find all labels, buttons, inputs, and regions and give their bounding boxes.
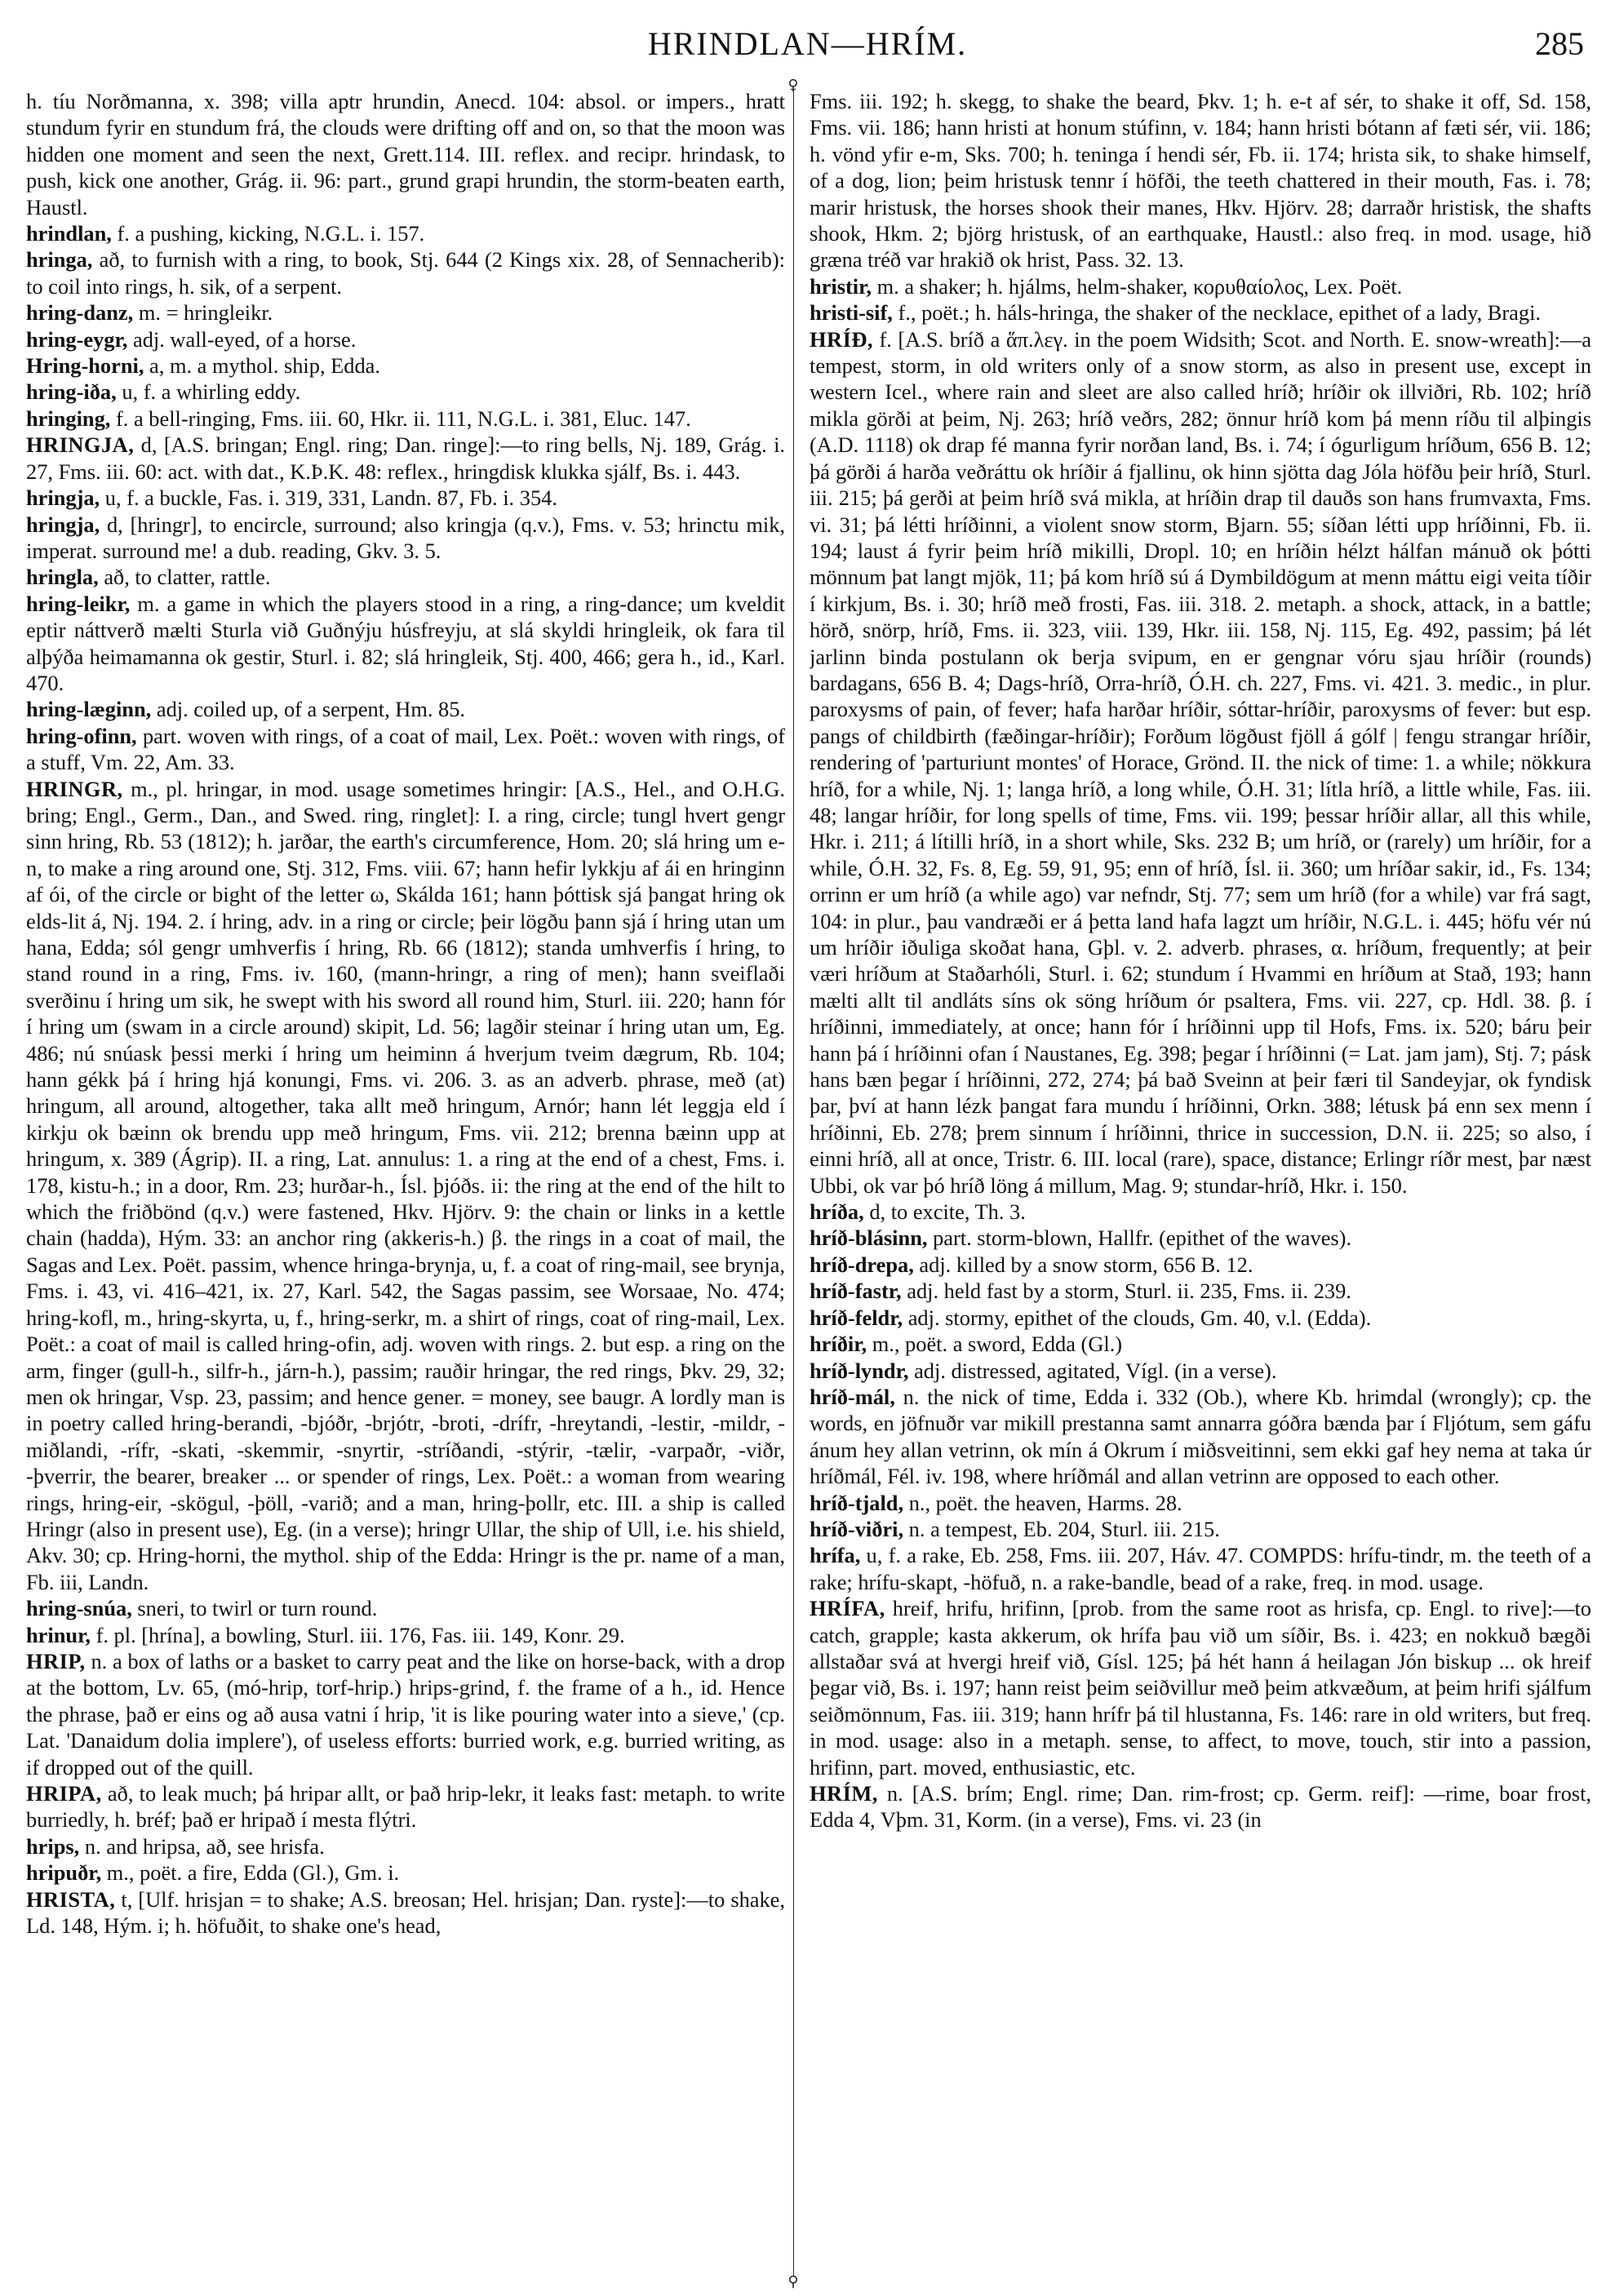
dictionary-entry (810, 1490, 1591, 1516)
dictionary-entry (26, 591, 785, 697)
headword: HRIP, (26, 1648, 86, 1673)
headword: hríðir, (810, 1332, 867, 1357)
headword: hring-danz, (26, 300, 134, 326)
entry-definition: t, [Ulf. hrisjan = to shake; A.S. breosan; Hel. hrisjan; Dan. ryste]:—to shake, Ld. 148, Hým. i; h. höfuðit, to shake one's head, (26, 1886, 785, 1939)
headword: hríð-lyndr, (810, 1358, 909, 1383)
entry-definition: n. a box of laths or a basket to carry peat and the like on horse-back, with a drop at the bottom, Lv. 65, (mó-hrip, torf-hrip.) hrips-grind, f. the frame of a h., id. Hence the phrase, það er eins og að ausa vatni í hrip, 'it is like pouring water into a sieve,' (cp. Lat. 'Danaidum dolia implere'), of useless efforts: burried work, e.g. burried writing, as if dropped out of the quill. (26, 1648, 785, 1780)
dictionary-entry (26, 432, 785, 485)
headword: hríð-blásinn, (810, 1226, 928, 1251)
headword: HRÍFA, (810, 1596, 885, 1621)
headword: hríða, (810, 1199, 864, 1225)
entry-definition: að, to furnish with a ring, to book, Stj. 644 (2 Kings xix. 28, of Sennacherib): to coil into rings, h. sik, of a serpent. (26, 247, 785, 299)
dictionary-entry (26, 485, 785, 511)
headword: HRIPA, (26, 1781, 102, 1806)
headword: hring-læginn, (26, 697, 152, 722)
headword: hripuðr, (26, 1860, 102, 1886)
dictionary-entry (810, 1252, 1591, 1278)
dictionary-entry (26, 776, 785, 1596)
headword: Hring-horni, (26, 353, 144, 379)
dictionary-entry (26, 696, 785, 722)
entry-definition: n. and hripsa, að, see hrisfa. (79, 1833, 325, 1859)
entry-definition: u, f. a whirling eddy. (116, 379, 301, 405)
headword: hrindlan, (26, 221, 112, 246)
entry-definition: m. a shaker; h. hjálms, helm-shaker, κορυθαίολος, Lex. Poët. (872, 273, 1403, 299)
headword: hring-leikr, (26, 591, 131, 616)
column-rule-bottom-ornament: ⚲ (788, 2273, 799, 2290)
dictionary-entry (26, 1833, 785, 1859)
entry-definition: adj. distressed, agitated, Vígl. (in a verse). (908, 1358, 1277, 1383)
headword: hristir, (810, 273, 872, 299)
column-rule (793, 90, 794, 2276)
headword: HRÍÐ, (810, 326, 874, 352)
headword: HRÍM, (810, 1781, 878, 1806)
entry-definition: u, f. a rake, Eb. 258, Fms. iii. 207, Háv. 47. COMPDS: hrífu-tindr, m. the teeth of a rake; hrífu-skapt, -höfuð, n. a rake-bandle, bead of a rake, freq. in mod. usage. (810, 1543, 1591, 1594)
headword: hrips, (26, 1833, 80, 1859)
headword: hrinur, (26, 1622, 91, 1647)
entry-definition: f. a bell-ringing, Fms. iii. 60, Hkr. ii. 111, N.G.L. i. 381, Eluc. 147. (110, 406, 691, 431)
dictionary-entry (26, 352, 785, 379)
entry-definition: Fms. iii. 192; h. skegg, to shake the beard, Þkv. 1; h. e-t af sér, to shake it off, Sd. 158, Fms. vii. 186; hann hristi at honum stúfinn, v. 184; hann hristi bótann af fæti sér, vii. 186; h. vönd yfir e-m, Sks. 700; h. teninga í hendi sér, Fb. ii. 174; hrista sik, to shake himself, of a dog, lion; þeim hristusk tennr í höfði, the teeth chattered in their mouth, Fas. i. 78; marir hristusk, the horses shook their manes, Hkv. Hjörv. 28; darraðr hristisk, the shafts shook, Hkm. 2; björg hristusk, of an earthquake, Haustl.: also freq. in mod. usage, hið græna tréð var hrakið ok hrist, Pass. 32. 13. (810, 89, 1591, 273)
dictionary-entry (810, 1199, 1591, 1225)
headword: hríð-mál, (810, 1384, 895, 1409)
dictionary-entry (26, 299, 785, 326)
headword: hring-eygr, (26, 326, 128, 352)
dictionary-entry (26, 220, 785, 246)
headword: hríð-tjald, (810, 1490, 904, 1515)
entry-definition: adj. wall-eyed, of a horse. (127, 326, 357, 352)
dictionary-entry (810, 299, 1591, 326)
headword: hrífa, (810, 1543, 861, 1568)
entry-definition: d, [hringr], to encircle, surround; also kringja (q.v.), Fms. v. 53; hrinctu mik, imperat. surround me! a dub. reading, Gkv. 3. 5. (26, 512, 785, 563)
headword: hringla, (26, 565, 99, 590)
dictionary-entry (26, 1886, 785, 1939)
entry-definition: sneri, to twirl or turn round. (131, 1596, 378, 1621)
page-number: 285 (1535, 25, 1584, 62)
dictionary-entry (26, 326, 785, 352)
headword: hríð-fastr, (810, 1279, 902, 1304)
entry-definition: m., pl. hringar, in mod. usage sometimes hringir: [A.S., Hel., and O.H.G. bring; Engl., Germ., Dan., and Swed. ring, ringlet]: I. a ring, circle; tungl hvert gengr sinn hring, Rb. 53 (1812); h. jarðar, the earth's circumference, Hom. 20; slá hring um e-n, to make a ring around one, Stj. 312, Fms. viii. 67; hann hefir lykkju af ái en hringinn af ói, of the circle or bight of the letter ω, Skálda 161; hann þóttisk sjá þangat hring ok elds-lit á, Nj. 194. 2. í hring, adv. in a ring or circle; þeir lögðu þann sjá í hring utan um hana, Edda; sól gengr umhverfis í hring, Rb. 66 (1812); standa umhverfis í hring, to stand round in a ring, Fms. iv. 160, (mann-hringr, a ring of men); hann sveiflaði sverðinu í hring um sik, he swept with his sword all round him, Sturl. iii. 220; hann fór í hring um (swam in a circle around) skipit, Ld. 56; lagðir steinar í hring utan um, Eg. 486; nú snúask þessi merki í hring um heiminn á hverjum tveim dægrum, Rb. 104; hann gékk þá í hring hjá konungi, Fms. vi. 206. 3. as an adverb. phrase, með (at) hringum, all around, altogether, taka allt með hringum, Arnór; hann lét leggja eld í kirkju ok bæinn ok brendu upp með hringum, Fms. vii. 212; brenna bæinn upp at hringum, x. 389 (Ágrip). II. a ring, Lat. annulus: 1. a ring at the end of a chest, Fms. i. 178, kistu-h.; in a door, Rm. 23; hurðar-h., Ísl. þjóðs. ii: the ring at the end of the hilt to which the friðbönd (q.v.) were fastened, Hkv. Hjörv. 9: the chain or links in a kettle chain (hadda), Hým. 33: an anchor ring (akkeris-h.) β. the rings in a coat of mail, the Sagas and Lex. Poët. passim, whence hringa-brynja, u, f. a coat of ring-mail, see brynja, Fms. i. 43, vi. 416–421, ix. 27, Karl. 542, the Sagas passim, see Worsaae, No. 474; hring-kofl, m., hring-skyrta, u, f., hring-serkr, m. a shirt of rings, coat of ring-mail, Lex. Poët.: a coat of mail is called hring-ofin, adj. woven with rings. 2. but esp. a ring on the arm, finger (gull-h., silfr-h., járn-h.), passim; rauðir hringar, the red rings, Þkv. 29, 32; men ok hringar, Vsp. 23, passim; and hence gener. = money, see baugr. A lordly man is in poetry called hring-berandi, -bjóðr, -brjótr, -broti, -drífr, -hreytandi, -lestir, -mildr, -miðlandi, -rífr, -skati, -skemmir, -snyrtir, -stríðandi, -stýrir, -tælir, -varpaðr, -viðr, -þverrir, the bearer, breaker ... or spender of rings, Lex. Poët.: a woman from wearing rings, hring-eir, -skögul, -þöll, -varið; and a man, hring-þollr, etc. III. a ship is called Hringr (also in present use), Eg. (in a verse); hringr Ullar, the ship of Ull, i.e. his shield, Akv. 30; cp. Hring-horni, the mythol. ship of the Edda: Hringr is the pr. name of a man, Fb. iii, Landn. (26, 776, 785, 1594)
running-head: HRINDLAN—HRÍM. (647, 25, 968, 62)
entry-definition: að, to leak much; þá hripar allt, or það hrip-lekr, it leaks fast: metaph. to write burriedly, h. bréf; það er hripað í mesta flýtri. (26, 1781, 785, 1833)
headword: hríð-drepa, (810, 1252, 914, 1277)
entry-definition: m. a game in which the players stood in a ring, a ring-dance; um kveldit eptir náttverð mælti Sturla við Guðnýju húsfreyju, at slá skyldi hringleik, ok fara til alþýða heimamanna ok gestir, Sturl. i. 82; slá hringleik, Stj. 400, 466; gera h., id., Karl. 470. (26, 591, 785, 695)
entry-definition: a, m. a mythol. ship, Edda. (144, 353, 380, 379)
dictionary-entry (26, 1859, 785, 1886)
dictionary-entry (810, 1542, 1591, 1595)
headword: hríð-viðri, (810, 1516, 904, 1541)
headword: hríð-feldr, (810, 1305, 903, 1330)
dictionary-entry (810, 1595, 1591, 1780)
entry-definition: u, f. a buckle, Fas. i. 319, 331, Landn. 87, Fb. i. 354. (100, 485, 557, 511)
dictionary-entry (810, 1384, 1591, 1490)
dictionary-entry (810, 273, 1591, 299)
entry-definition: m., poët. a fire, Edda (Gl.), Gm. i. (101, 1860, 400, 1886)
dictionary-entry (26, 564, 785, 590)
dictionary-entry (26, 406, 785, 432)
entry-definition: h. tíu Norðmanna, x. 398; villa aptr hrundin, Anecd. 104: absol. or impers., hratt stundum fyrir en stundum frá, the clouds were drifting off and on, so that the moon was hidden one moment and seen the next, Grett.114. III. reflex. and recipr. hrindask, to push, kick one another, Grág. ii. 96: part., grund grapi hrundin, the storm-beaten earth, Haustl. (26, 89, 785, 219)
right-column (810, 88, 1591, 2283)
dictionary-entry (26, 246, 785, 299)
headword: hristi-sif, (810, 300, 893, 326)
entry-definition: n., poët. the heaven, Harms. 28. (903, 1490, 1182, 1515)
continued-entry (26, 88, 785, 220)
entry-definition: adj. killed by a snow storm, 656 B. 12. (913, 1252, 1253, 1277)
dictionary-entry (26, 1622, 785, 1648)
column-rule-top-ornament: ♀ (788, 77, 799, 94)
entry-definition: d, [A.S. bringan; Engl. ring; Dan. ringe]:—to ring bells, Nj. 189, Grág. i. 27, Fms. iii. 60: act. with dat., K.Þ.K. 48: reflex., hringdisk klukka sjálf, Bs. i. 443. (26, 432, 785, 484)
headword: hring-ofinn, (26, 723, 137, 748)
dictionary-entry (26, 1595, 785, 1621)
dictionary-entry (26, 1780, 785, 1833)
dictionary-entry (26, 379, 785, 405)
headword: HRINGJA, (26, 432, 135, 458)
entry-definition: n. a tempest, Eb. 204, Sturl. iii. 215. (903, 1516, 1220, 1541)
entry-definition: adj. held fast by a storm, Sturl. ii. 235, Fms. ii. 239. (901, 1279, 1351, 1304)
entry-definition: hreif, hrifu, hrifinn, [prob. from the same root as hrisfa, cp. Engl. to rive]:—to catch, grapple; kasta akkerum, ok hrífa þau við um síðir, Bs. i. 423; en nokkuð bægði allstaðar svá at hvergi hreif við, Gísl. 125; þá hét hann á heilagan Jón biskup ... ok hreif þegar við, Bs. i. 197; hann reist þeim seiðvillur með þeim atkvæðum, at þeim hrifi sjálfum seiðmönnum, Fas. iii. 319; hann hrífr þá til hlustanna, Fs. 146: rare in old writers, but freq. in mod. usage: also in a metaph. sense, to affect, to move, touch, stir into a passion, hrifinn, part. moved, enthusiastic, etc. (810, 1596, 1591, 1780)
dictionary-entry (810, 1780, 1591, 1833)
entry-definition: adj. stormy, epithet of the clouds, Gm. 40, v.l. (Edda). (903, 1305, 1372, 1330)
continued-entry (810, 88, 1591, 273)
headword: hring-snúa, (26, 1596, 132, 1621)
dictionary-entry (810, 1225, 1591, 1251)
headword: hringja, (26, 512, 100, 537)
dictionary-entry (810, 1516, 1591, 1542)
headword: hring-iða, (26, 379, 117, 405)
entry-definition: m., poët. a sword, Edda (Gl.) (867, 1332, 1123, 1357)
dictionary-entry (810, 1278, 1591, 1304)
entry-definition: part. woven with rings, of a coat of mail, Lex. Poët.: woven with rings, of a stuff, Vm. 22, Am. 33. (26, 723, 785, 775)
headword: hringja, (26, 485, 100, 511)
entry-definition: part. storm-blown, Hallfr. (epithet of the waves). (927, 1226, 1352, 1251)
entry-definition: f. a pushing, kicking, N.G.L. i. 157. (111, 221, 425, 246)
headword: hringing, (26, 406, 111, 431)
dictionary-entry (810, 1331, 1591, 1357)
left-column (26, 88, 785, 2283)
entry-definition: f., poët.; h. háls-hringa, the shaker of the necklace, epithet of a lady, Bragi. (892, 300, 1542, 326)
entry-definition: d, to excite, Th. 3. (863, 1199, 1026, 1225)
dictionary-entry (26, 512, 785, 565)
entry-definition: f. [A.S. bríð a ἅπ.λεγ. in the poem Widsith; Scot. and North. E. snow-wreath]:—a tempest, storm, in old writers only of a snow storm, as also in present use, except in western Icel., where rain and sleet are also called hríð; hríðir ok illviðri, Rb. 102; hríð mikla görði at þeim, Nj. 263; hríð veðrs, 282; önnur hríð kom þá menn ríðu til alþingis (A.D. 1118) ok drap fé manna fyrir norðan land, Bs. i. 74; í ógurligum hríðum, 656 B. 12; þá görði á harða veðráttu ok hríðir á fjallinu, ok hinn sjötta dag Jóla höfðu þeir hríð, Sturl. iii. 215; þá gerði at þeim hríð svá mikla, at hríðin drap til dauðs son hans frumvaxta, Fms. vi. 31; þá létti hríðinni, a violent snow storm, Bjarn. 55; síðan létti upp hríðinni, Fb. ii. 194; laust á fyrir þeim hríð mikilli, Dropl. 10; en hríðin hélzt hálfan mánuð ok þótti mönnum þat langt mjök, 11; þá kom hríð sú á Dymbildögum at menn máttu eigi veita tíðir í kirkjum, Bs. i. 30; hríð með frosti, Fas. iii. 318. 2. metaph. a shock, attack, in a battle; hörð, snörp, hríð, Fms. ii. 323, viii. 139, Hkr. iii. 158, Nj. 115, Eg. 492, passim; þá lét jarlinn binda postulann ok berja svipum, en er gengnar vóru sjau hríðir (rounds) bardagans, 656 B. 4; Dags-hríð, Orra-hríð, Ó.H. ch. 227, Fms. vi. 421. 3. medic., in plur. paroxysms of pain, of fever; hafa harðar hríðir, sóttar-hríðir, paroxysms of fever: but esp. pangs of childbirth (fæðingar-hríðir); Forðum lögðust fjöll á gólf | fengu strangar hríðir, rendering of 'parturiunt montes' of Horace, Grönd. II. the nick of time: 1. a while; nökkura hríð, for a while, Nj. 1; langa hríð, a long while, Ó.H. 31; lítla hríð, a little while, Fas. iii. 48; langar hríðir, for long spells of time, Fms. vii. 199; þessar hríðir allar, all this while, Hkr. i. 211; á lítilli hríð, in a short while, Sks. 232 B; um hríð, or (rarely) um hríðir, for a while, Ó.H. 32, Fs. 8, Eg. 59, 91, 95; enn of hríð, Ísl. ii. 360; um hríðar sakir, id., Fs. 134; orrinn er um hríð (a while ago) var nefndr, Stj. 77; sem um hríð (for a while) var frá sagt, 104: in plur., þau vandræði er á þetta land hafa lagzt um hríðir, N.G.L. i. 445; höfu vér nú um hríðir iðuliga skoðat hana, Gþl. v. 2. adverb. phrases, α. hríðum, frequently; at þeir væri hríðum at Staðarhóli, Sturl. i. 62; stundum í Hvammi en hríðum at Stað, 193; hann mælti allt til andláts síns ok söng hríðum ór psaltera, Fms. vii. 227, cp. Hdl. 38. β. í hríðinni, immediately, at once; hann fór í hríðinni upp til Hofs, Fms. ix. 520; báru þeir hann þá í hríðinni ofan í Naustanes, Eg. 398; þegar í hríðinni (= Lat. jam jam), Stj. 7; pásk hans bæn þegar í hríðinni, 272, 274; þá bað Sveinn at þeir færi til Sandeyjar, ok fyndisk þar, því at hann lézk þangat fara mundu í hríðinni, Orkn. 388; létusk þá enn sex menn í hríðinni, Eb. 278; þrem sinnum í hríðinni, thrice in succession, D.N. ii. 225; so also, í einni hríð, all at once, Tristr. 6. III. local (rare), space, distance; Erlingr ríðr mest, þar næst Ubbi, ok var þó hríð löng á millum, Mag. 9; stundar-hríð, Hkr. i. 150. (810, 326, 1591, 1198)
dictionary-entry (810, 1358, 1591, 1384)
entry-definition: adj. coiled up, of a serpent, Hm. 85. (151, 697, 466, 722)
headword: hringa, (26, 247, 93, 273)
page-header (16, 24, 1599, 73)
dictionary-entry (810, 326, 1591, 1199)
headword: HRISTA, (26, 1886, 116, 1912)
entry-definition: n. the nick of time, Edda i. 332 (Ob.), where Kb. hrimdal (wrongly); cp. the words, en jöfnuðr var mikill prestanna samt annarra góðra bænda þar í Fljótum, sem gáfu ánum hey allan vetrinn, ok mín á Okrum í miðsveitinni, sem ekki gaf hey nema at taka úr hríðmál, Fél. iv. 198, where hríðmál and allan vetrinn are opposed to each other. (810, 1384, 1591, 1489)
dictionary-entry (26, 723, 785, 776)
entry-definition: n. [A.S. brím; Engl. rime; Dan. rim-frost; cp. Germ. reif]: —rime, boar frost, Edda 4, Vþm. 31, Korm. (in a verse), Fms. vi. 23 (in (810, 1781, 1591, 1833)
dictionary-entry (26, 1648, 785, 1780)
entry-definition: m. = hringleikr. (133, 300, 273, 326)
entry-definition: að, to clatter, rattle. (98, 565, 271, 590)
entry-definition: f. pl. [hrína], a bowling, Sturl. iii. 176, Fas. iii. 149, Konr. 29. (90, 1622, 625, 1647)
headword: HRINGR, (26, 776, 123, 801)
dictionary-entry (810, 1305, 1591, 1331)
